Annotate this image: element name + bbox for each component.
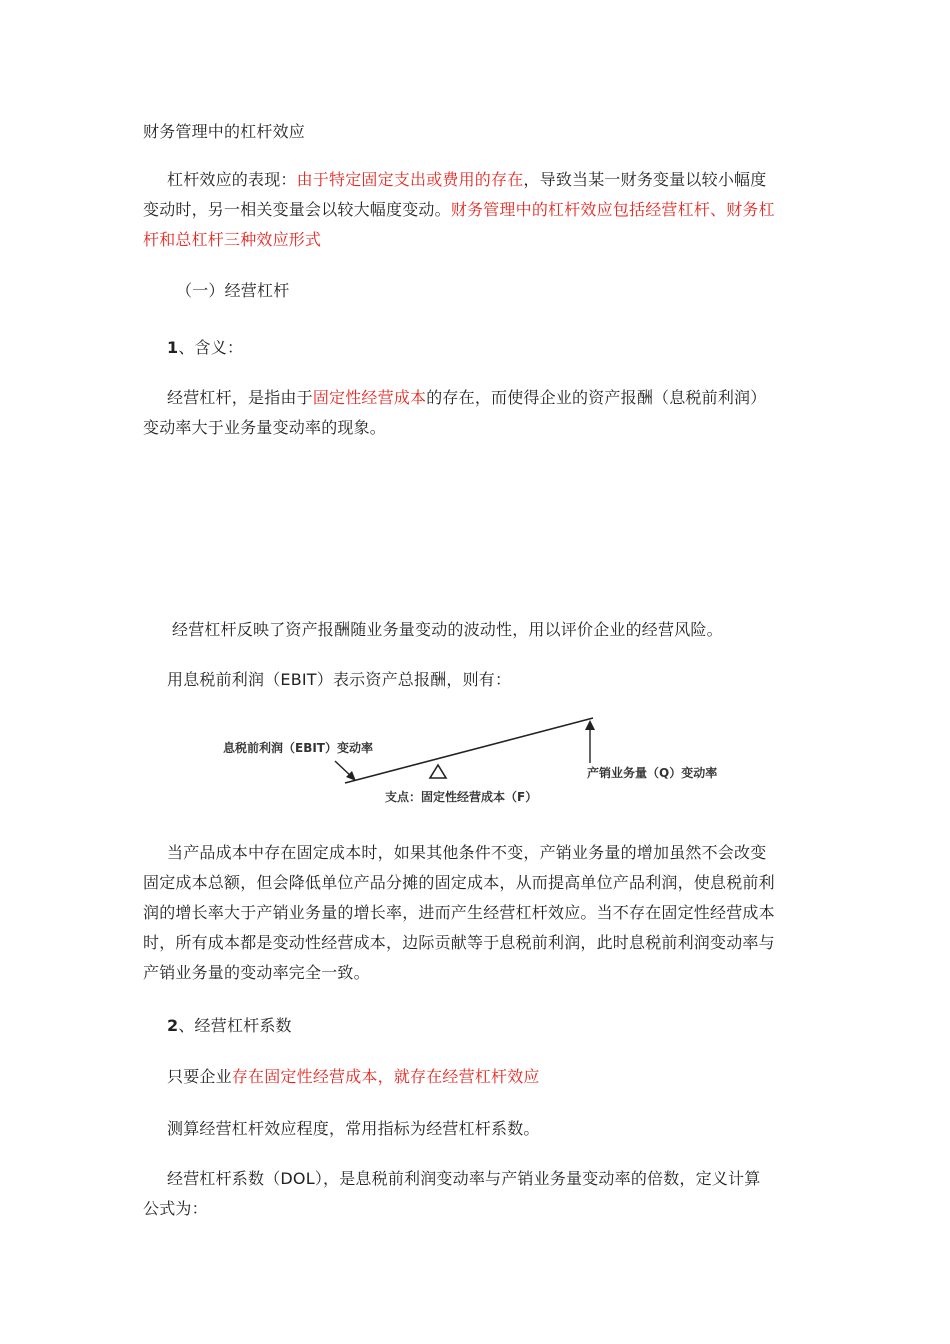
definition-line-1 <box>167 388 766 408</box>
section-heading-text: （一）经营杠杆 <box>176 281 290 300</box>
intro-line-2 <box>143 200 775 220</box>
paragraph-cost-line-3 <box>143 903 775 923</box>
intro-line-2-text: 变动时，另一相关变量会以较大幅度变动。 <box>143 200 451 219</box>
paragraph-dol-line-2 <box>143 1199 208 1219</box>
definition-highlight: 固定性经营成本 <box>312 388 427 407</box>
label-q-change-rate: 产销业务量（Q）变动率 <box>587 766 718 780</box>
definition-line-2-text: 变动率大于业务量变动率的现象。 <box>143 418 387 437</box>
q-arrow-head-icon <box>585 720 595 730</box>
intro-highlight-3: 杆和总杠杆三种效应形式 <box>143 230 322 249</box>
subheading-dol-number: 2 <box>167 1016 179 1035</box>
definition-line-2 <box>143 418 386 438</box>
paragraph-ebit <box>167 670 511 690</box>
paragraph-dol-line-1 <box>167 1169 760 1189</box>
label-ebit-change-rate: 息税前利润（EBIT）变动率 <box>223 741 373 755</box>
section-heading-operating-leverage <box>176 281 289 301</box>
paragraph-dol-text-2: 公式为： <box>143 1199 208 1218</box>
intro-mid: ，导致当某一财务变量以较小幅度 <box>523 170 767 189</box>
paragraph-dol-text-1: 经营杠杆系数（DOL），是息税前利润变动率与产销业务量变动率的倍数，定义计算 <box>167 1169 761 1188</box>
paragraph-measure-text: 测算经营杠杆效应程度，常用指标为经营杠杆系数。 <box>167 1119 540 1138</box>
paragraph-cost-line-1 <box>167 843 766 863</box>
document-title <box>143 122 305 142</box>
subheading-text: 、含义： <box>178 338 244 357</box>
paragraph-measure <box>167 1119 540 1139</box>
label-fulcrum: 支点：固定性经营成本（F） <box>385 790 538 804</box>
paragraph-cost-line-4 <box>143 933 775 953</box>
paragraph-only-if-highlight: 存在固定性经营成本，就存在经营杠杆效应 <box>231 1067 540 1086</box>
paragraph-reflect-text: 经营杠杆反映了资产报酬随业务量变动的波动性，用以评价企业的经营风险。 <box>172 620 723 639</box>
intro-line-1 <box>167 170 766 190</box>
intro-highlight-2: 财务管理中的杠杆效应包括经营杠杆、财务杠 <box>450 200 775 219</box>
intro-highlight-1: 由于特定固定支出或费用的存在 <box>296 170 524 189</box>
paragraph-cost-line-5 <box>143 963 370 983</box>
paragraph-cost-text-3: 润的增长率大于产销业务量的增长率，进而产生经营杠杆效应。当不存在固定性经营成本 <box>143 903 775 922</box>
intro-lead: 杠杆效应的表现： <box>167 170 297 189</box>
paragraph-reflect <box>172 620 723 640</box>
intro-line-3 <box>143 230 321 250</box>
paragraph-only-if <box>167 1067 540 1087</box>
paragraph-cost-text-2: 固定成本总额，但会降低单位产品分摊的固定成本，从而提高单位产品利润，使息税前利 <box>143 873 775 892</box>
document-title-text: 财务管理中的杠杆效应 <box>143 122 306 141</box>
lever-diagram <box>215 708 755 813</box>
subheading-number: 1 <box>167 338 179 357</box>
paragraph-cost-text-5: 产销业务量的变动率完全一致。 <box>143 963 370 982</box>
fulcrum-triangle-icon <box>430 765 446 778</box>
lever-beam <box>345 718 593 783</box>
definition-tail: 的存在，而使得企业的资产报酬（息税前利润） <box>426 388 767 407</box>
paragraph-cost-text-4: 时，所有成本都是变动性经营成本，边际贡献等于息税前利润，此时息税前利润变动率与 <box>143 933 775 952</box>
subheading-dol-text: 、经营杠杆系数 <box>178 1016 292 1035</box>
paragraph-ebit-text: 用息税前利润（EBIT）表示资产总报酬，则有： <box>167 670 512 689</box>
paragraph-cost-line-2 <box>143 873 775 893</box>
subheading-dol <box>167 1016 292 1036</box>
subheading-meaning <box>167 338 243 358</box>
paragraph-cost-text-1: 当产品成本中存在固定成本时，如果其他条件不变，产销业务量的增加虽然不会改变 <box>167 843 767 862</box>
paragraph-only-if-lead: 只要企业 <box>167 1067 232 1086</box>
definition-lead: 经营杠杆，是指由于 <box>167 388 313 407</box>
